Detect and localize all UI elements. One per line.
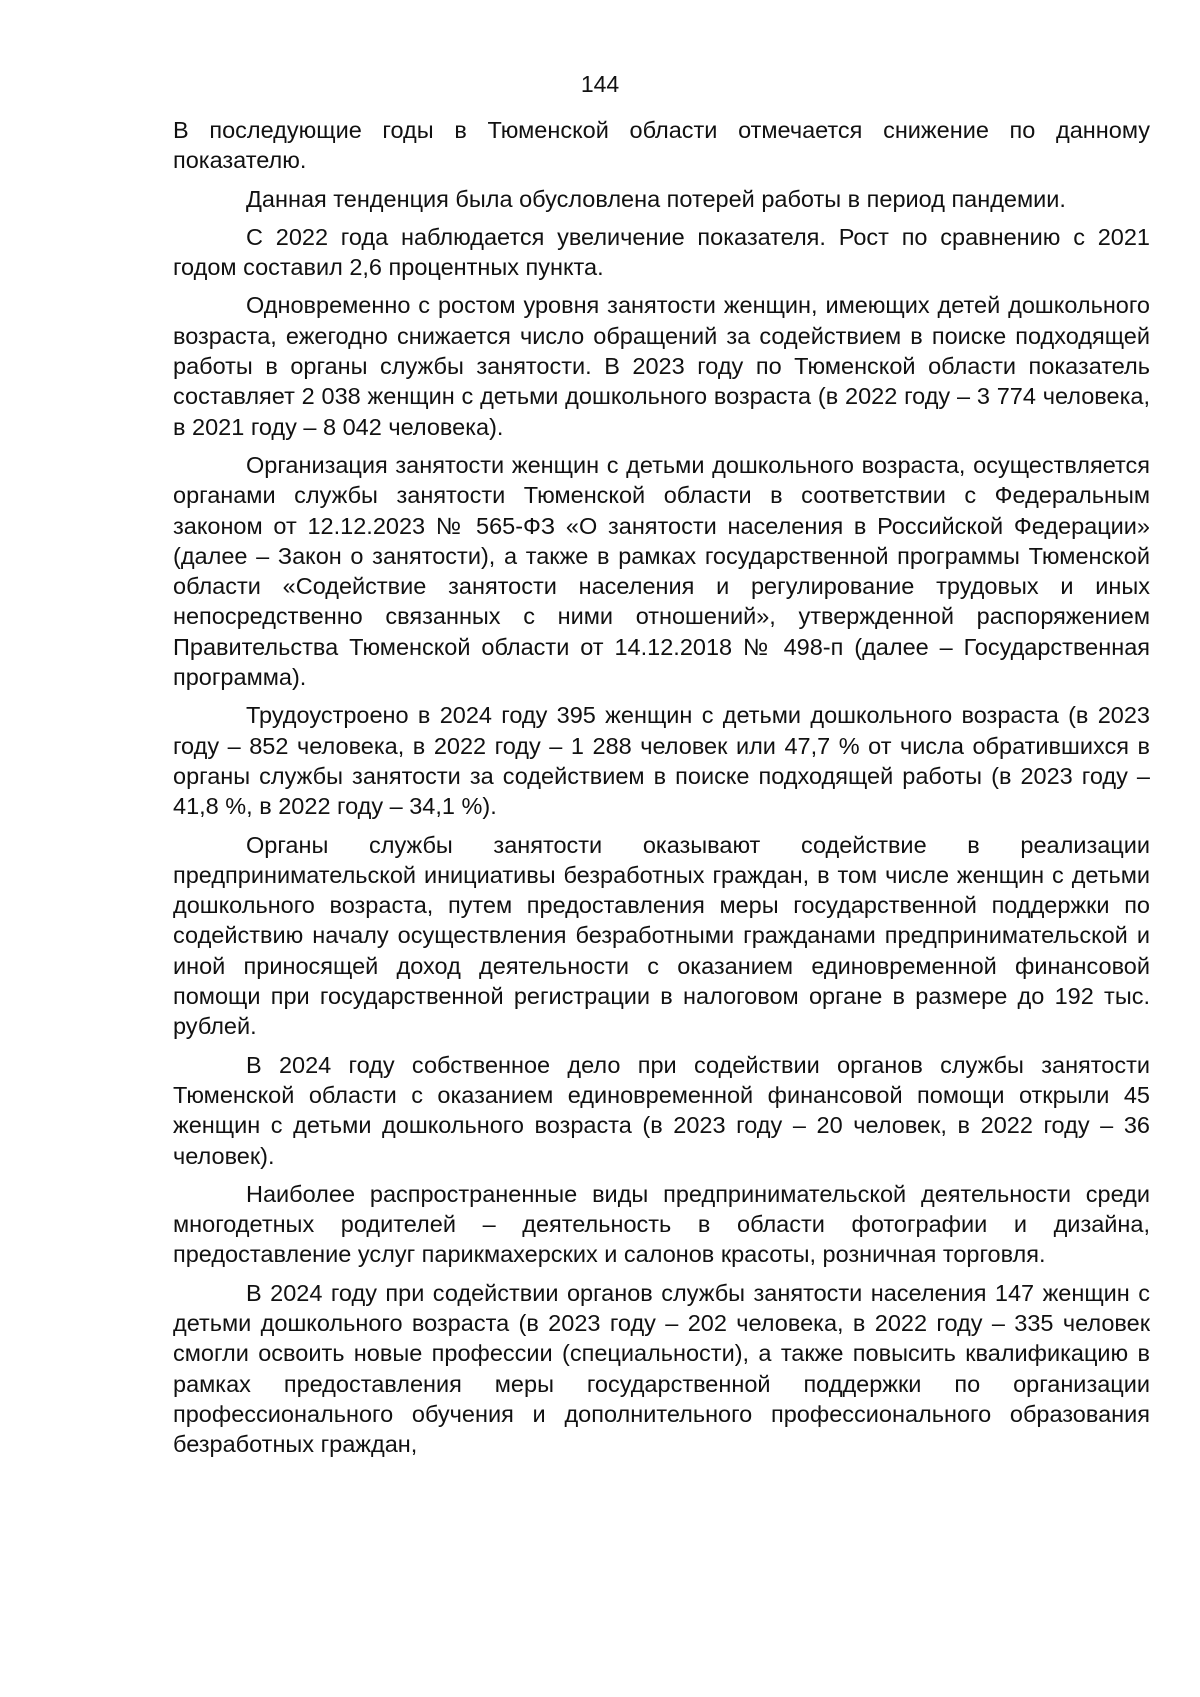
paragraph: В последующие годы в Тюменской области отмечается снижение по данному показателю.	[173, 117, 1150, 174]
page-number: 144	[580, 71, 620, 97]
paragraph: Одновременно с ростом уровня занятости женщин, имеющих детей дошкольного возраста, ежегодно снижается число обращений за содействием в поиске подходящей работы в органы службы занятости. В 2023 году по Тюменской области показатель составляет 2 038 женщин с детьми дошкольного возраста (в 2022 году – 3 774 человека, в 2021 году – 8 042 человека).	[173, 292, 1150, 440]
paragraph: В 2024 году при содействии органов службы занятости населения 147 женщин с детьми дошкольного возраста (в 2023 году – 202 человека, в 2022 году – 335 человек смогли освоить новые профессии (специальности), а также повысить квалификацию в рамках предоставления меры государственной поддержки по организации профессионального обучения и дополнительного профессионального образования безработных граждан,	[173, 1279, 1150, 1458]
paragraph: С 2022 года наблюдается увеличение показателя. Рост по сравнению с 2021 годом составил 2,6 процентных пункта.	[173, 223, 1150, 281]
paragraph: Органы службы занятости оказывают содействие в реализации предпринимательской инициативы безработных граждан, в том числе женщин с детьми дошкольного возраста, путем предоставления меры государственной поддержки по содействию началу осуществления безработными гражданами предпринимательской и иной приносящей доход деятельности с оказанием единовременной финансовой помощи при государственной регистрации в налоговом органе в размере до 192 тыс. рублей.	[173, 831, 1150, 1040]
paragraph: Трудоустроено в 2024 году 395 женщин с детьми дошкольного возраста (в 2023 году – 852 человека, в 2022 году – 1 288 человек или 47,7 % от числа обратившихся в органы службы занятости за содействием в поиске подходящей работы (в 2023 году – 41,8 %, в 2022 году – 34,1 %).	[173, 702, 1150, 820]
document-body	[173, 115, 1150, 1467]
paragraph: В 2024 году собственное дело при содействии органов службы занятости Тюменской области с оказанием единовременной финансовой помощи открыли 45 женщин с детьми дошкольного возраста (в 2023 году – 20 человек, в 2022 году – 36 человек).	[173, 1051, 1150, 1169]
paragraph: Наиболее распространенные виды предпринимательской деятельности среди многодетных родителей – деятельность в области фотографии и дизайна, предоставление услуг парикмахерских и салонов красоты, розничная торговля.	[173, 1180, 1150, 1268]
paragraph: Организация занятости женщин с детьми дошкольного возраста, осуществляется органами службы занятости Тюменской области в соответствии с Федеральным законом от 12.12.2023 № 565-ФЗ «О занятости населения в Российской Федерации» (далее – Закон о занятости), а также в рамках государственной программы Тюменской области «Содействие занятости населения и регулирование трудовых и иных непосредственно связанных с ними отношений», утвержденной распоряжением Правительства Тюменской области от 14.12.2018 № 498-п (далее – Государственная программа).	[173, 451, 1150, 691]
paragraph: Данная тенденция была обусловлена потерей работы в период пандемии.	[246, 185, 1066, 212]
